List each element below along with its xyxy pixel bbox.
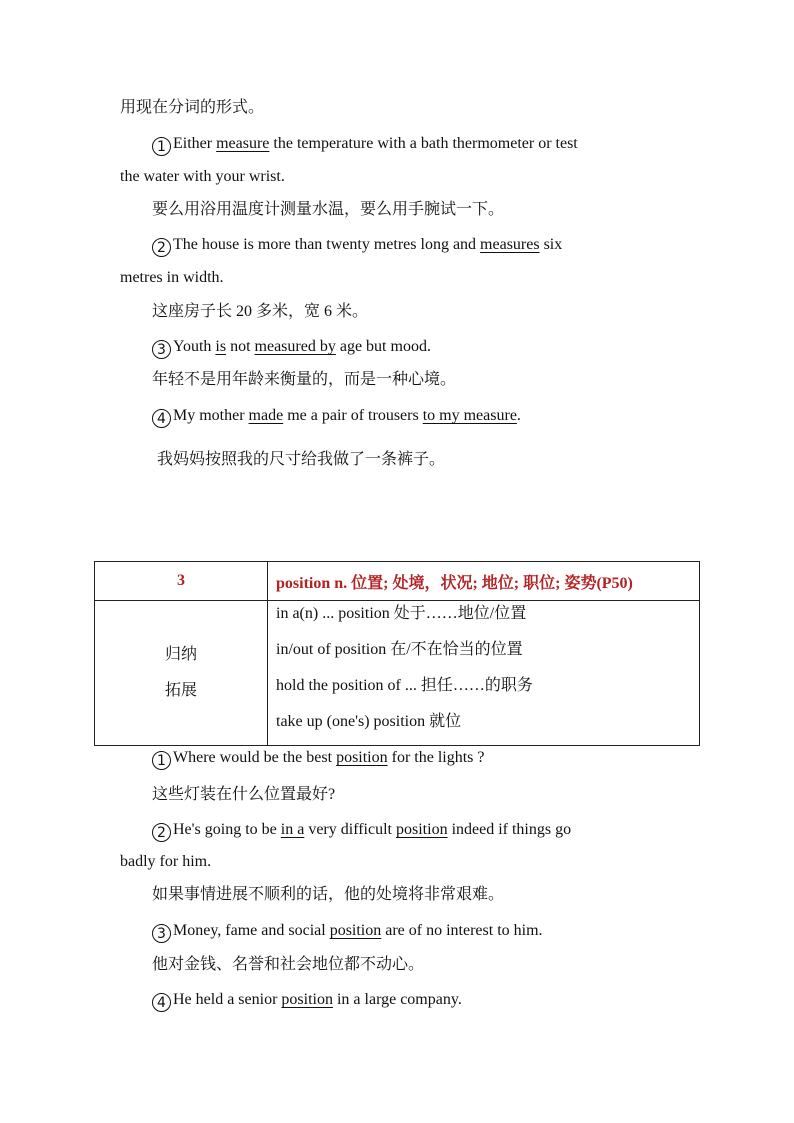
vocab-phrases (268, 601, 700, 746)
phrase-item: in a(n) ... position 处于……地位/位置 (276, 605, 527, 622)
circled-number: 3 (152, 924, 171, 943)
underlined-keyword: is (215, 338, 227, 355)
underlined-keyword: position (281, 991, 333, 1008)
position-example-2-en: 2 He's going to be in a very difficult position indeed if things go (152, 820, 571, 842)
measure-example-1-en: 1 Either measure the temperature with a bath thermometer or test (152, 134, 578, 156)
underlined-keyword: measure (216, 135, 270, 152)
position-example-1-en: 1 Where would be the best position for the lights ? (152, 748, 485, 770)
measure-example-1-en-cont: the water with your wrist. (120, 168, 285, 185)
circled-number: 1 (152, 137, 171, 156)
position-example-4-en: 4 He held a senior position in a large company. (152, 990, 462, 1012)
circled-number: 1 (152, 751, 171, 770)
measure-example-1-zh: 要么用浴用温度计测量水温，要么用手腕试一下。 (152, 201, 505, 218)
underlined-keyword: measures (480, 236, 540, 253)
vocab-table (94, 561, 700, 746)
phrase-item: in/out of position 在/不在恰当的位置 (276, 641, 523, 658)
position-example-2-zh: 如果事情进展不顺利的话，他的处境将非常艰难。 (152, 886, 505, 903)
measure-example-2-zh: 这座房子长 20 多米，宽 6 米。 (152, 303, 369, 320)
underlined-keyword: in a (280, 821, 305, 838)
underlined-keyword: measured by (254, 338, 336, 355)
position-example-3-zh: 他对金钱、名誉和社会地位都不动心。 (152, 956, 425, 973)
underlined-keyword: position (329, 922, 382, 939)
measure-example-2-en-cont: metres in width. (120, 269, 224, 286)
phrase-item: hold the position of ... 担任……的职务 (276, 677, 533, 694)
circled-number: 4 (152, 409, 171, 428)
underlined-keyword: made (248, 407, 284, 424)
vocab-number: 3 (95, 562, 268, 601)
measure-example-2-en: 2 The house is more than twenty metres long and measures six (152, 235, 562, 257)
measure-example-3-en: 3 Youth is not measured by age but mood. (152, 337, 431, 359)
intro-text: 用现在分词的形式。 (120, 99, 265, 116)
measure-example-4-en: 4 My mother made me a pair of trousers to my measure. (152, 406, 521, 428)
measure-example-4-zh: 我妈妈按照我的尺寸给我做了一条裤子。 (157, 451, 446, 468)
circled-number: 3 (152, 340, 171, 359)
position-example-1-zh: 这些灯装在什么位置最好? (152, 786, 336, 803)
position-example-2-en-cont: badly for him. (120, 853, 212, 870)
circled-number: 2 (152, 238, 171, 257)
position-example-3-en: 3 Money, fame and social position are of no interest to him. (152, 921, 543, 943)
measure-example-3-zh: 年轻不是用年龄来衡量的，而是一种心境。 (152, 371, 457, 388)
underlined-keyword: position (396, 821, 448, 838)
phrase-item: take up (one's) position 就位 (276, 713, 462, 730)
vocab-heading: position n. 位置; 处境，状况; 地位; 职位; 姿势(P50) (268, 562, 700, 601)
circled-number: 2 (152, 823, 171, 842)
underlined-keyword: to my measure (422, 407, 517, 424)
circled-number: 4 (152, 993, 171, 1012)
vocab-label: 归纳 拓展 (95, 601, 268, 746)
underlined-keyword: position (336, 749, 388, 766)
